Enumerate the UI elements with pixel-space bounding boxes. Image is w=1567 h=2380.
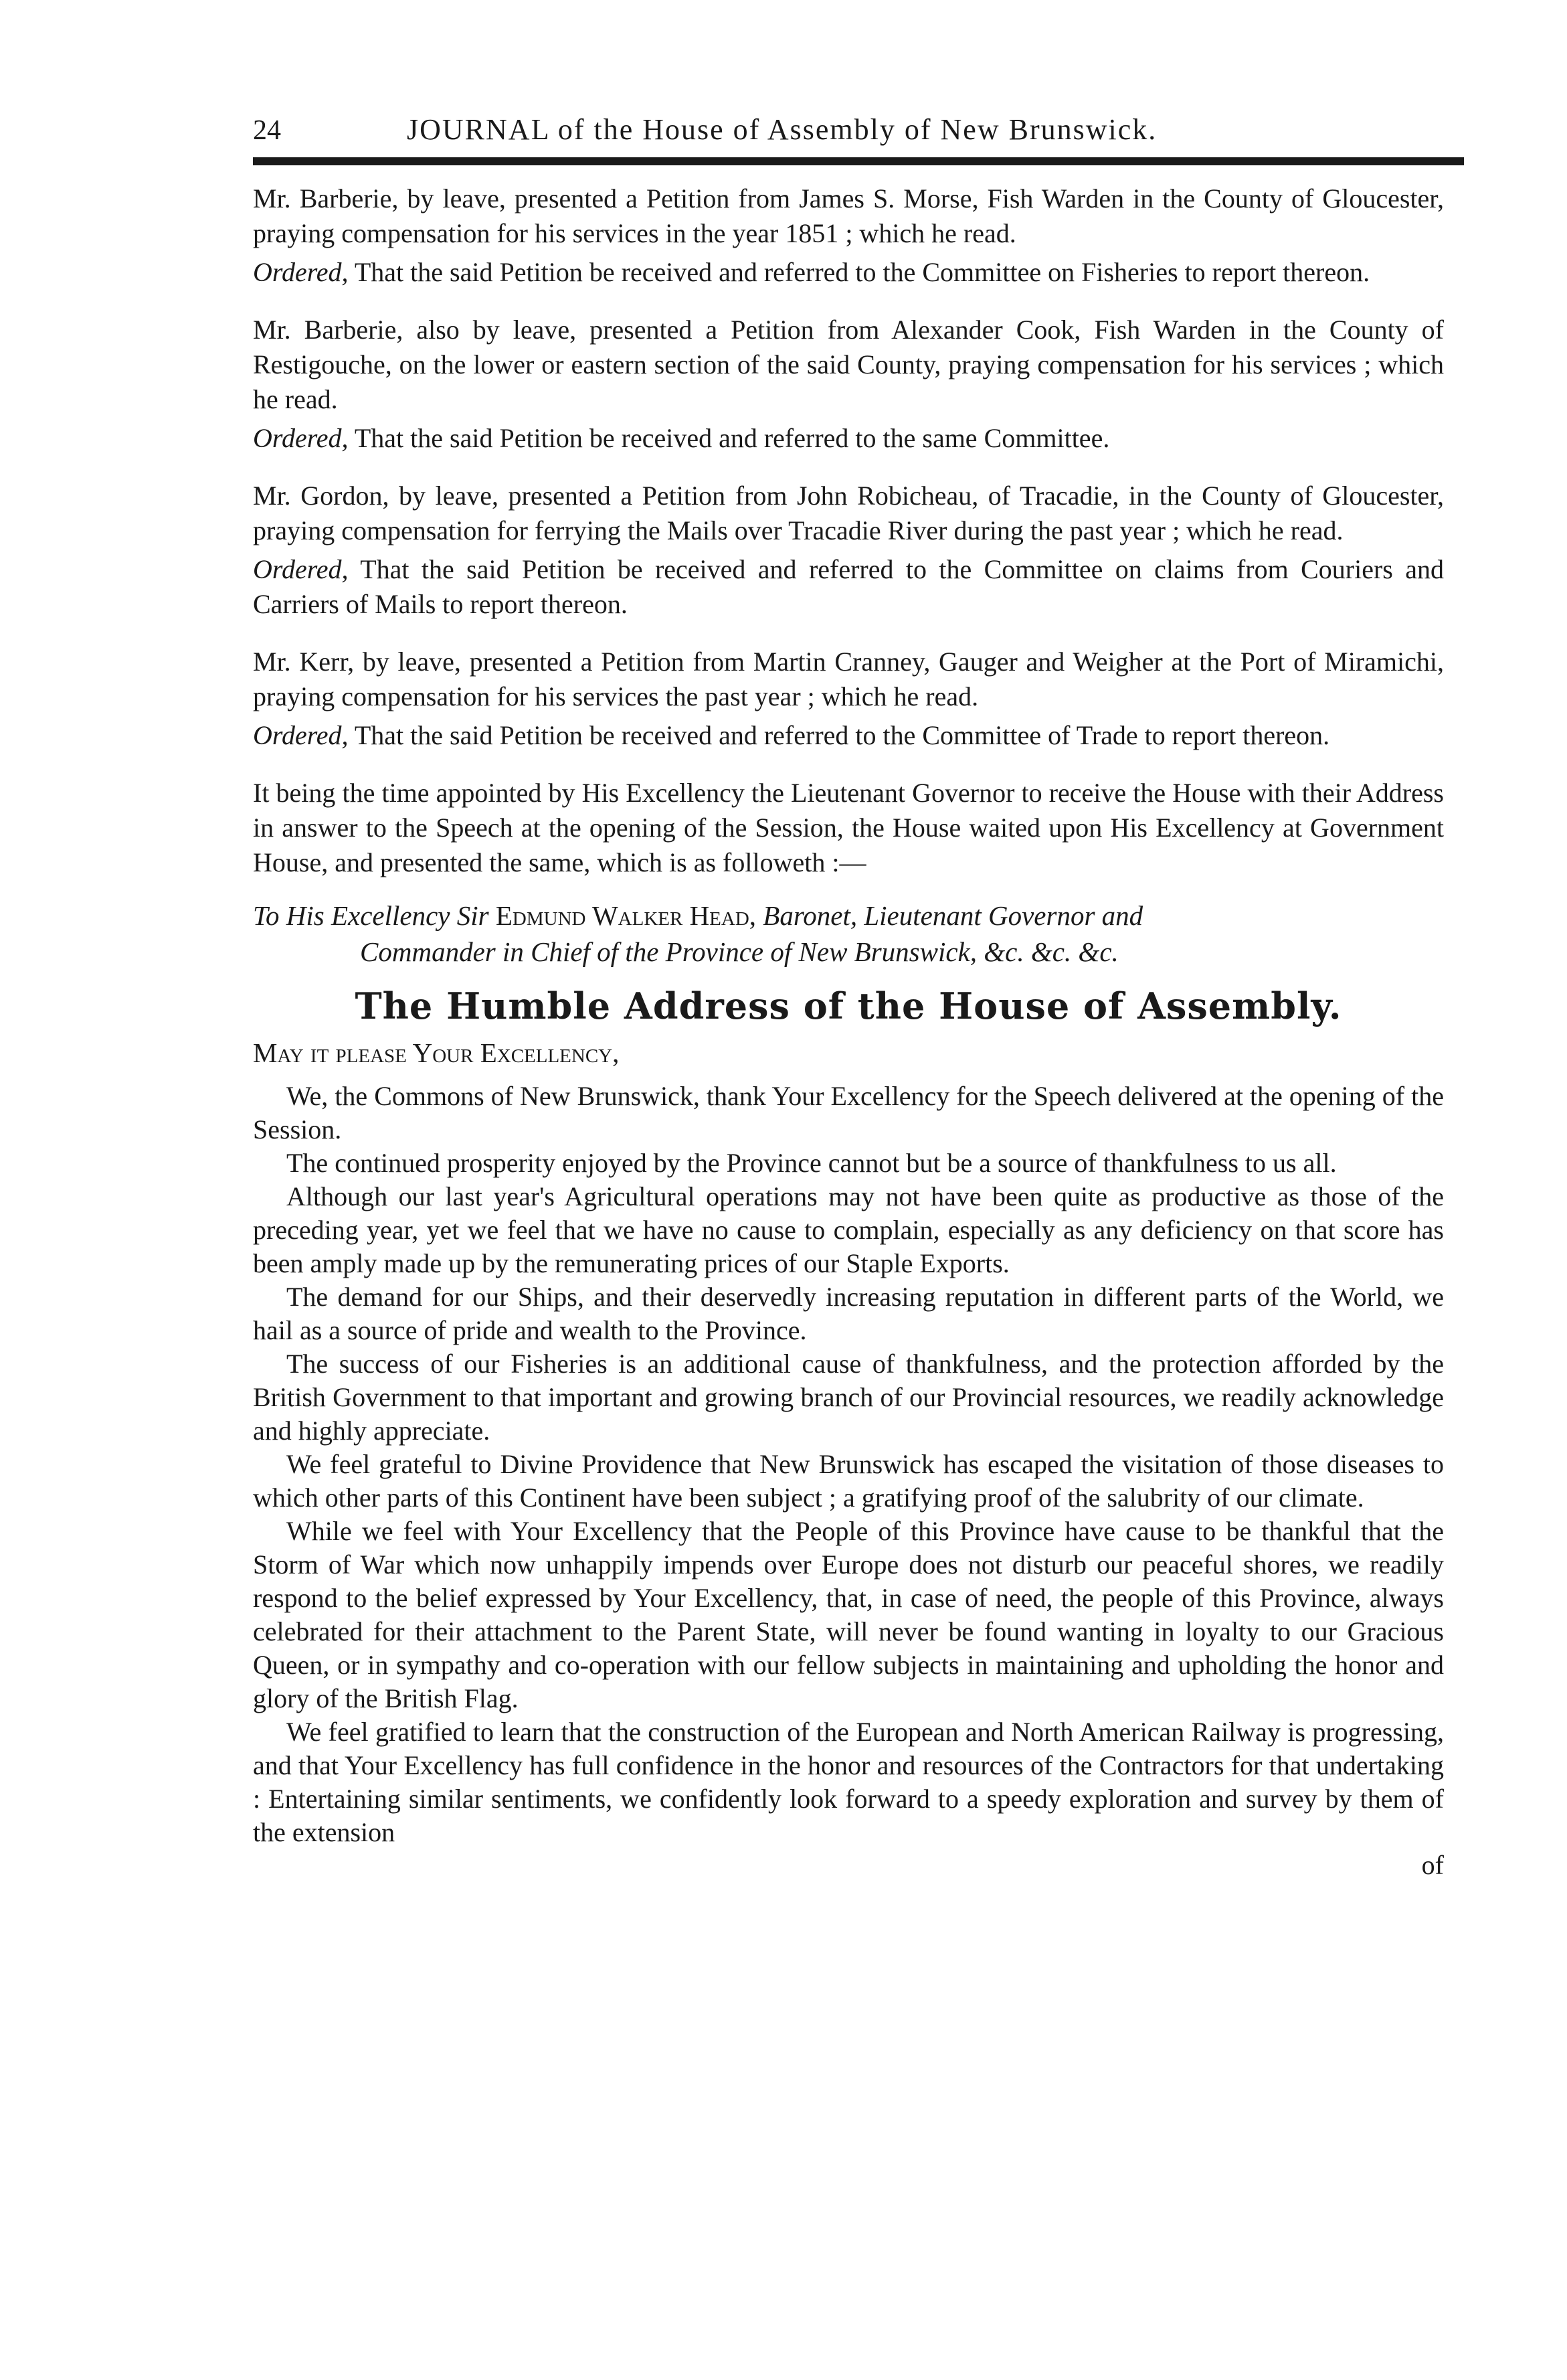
address-body: [253, 1080, 1444, 1849]
address-paragraph: While we feel with Your Excellency that the People of this Province have cause to be thankful that the Storm of War which now unhappily impends over Europe does not disturb our peaceful shores, we readily respond to the belief expressed by Your Excellency, that, in case of need, the people of this Province, always celebrated for their attachment to the Parent State, will never be found wanting in loyalty to our Gracious Queen, or in sympathy and co-operation with our fellow subjects in maintaining and upholding the honor and glory of the British Flag.: [253, 1516, 1444, 1713]
entry-text: Mr. Barberie, by leave, presented a Petition from James S. Morse, Fish Warden in the County of Gloucester, praying compensation for his services in the year 1851 ; which he read.: [253, 183, 1444, 248]
running-title: JOURNAL of the House of Assembly of New Brunswick.: [407, 113, 1158, 146]
address-paragraph: We feel grateful to Divine Providence that New Brunswick has escaped the visitation of those diseases to which other parts of this Continent have been subject ; a gratifying proof of the salubrity of our climate.: [253, 1449, 1444, 1513]
entry-text: Mr. Gordon, by leave, presented a Petition from John Robicheau, of Tracadie, in the County of Gloucester, praying compensation for ferrying the Mails over Tracadie River during the past year ; which he read.: [253, 481, 1444, 545]
address-intro: It being the time appointed by His Excellency the Lieutenant Governor to receive the House with their Address in answer to the Speech at the opening of the Session, the House waited upon His Excellency at Government House, and presented the same, which is as followeth :—: [253, 778, 1444, 877]
entry-order: Ordered, That the said Petition be received and referred to the Committee on claims from Couriers and Carriers of Mails to report thereon.: [253, 554, 1444, 619]
petition-entry: [253, 313, 1444, 456]
address-paragraph: We feel gratified to learn that the construction of the European and North American Railway is progressing, and that Your Excellency has full confidence in the honor and resources of the Contractors for that undertaking : Entertaining similar sentiments, we confidently look forward to a speedy exploration and survey by them of the extension: [253, 1717, 1444, 1847]
address-paragraph: The demand for our Ships, and their deservedly increasing reputation in different parts of the World, we hail as a source of pride and wealth to the Province.: [253, 1282, 1444, 1345]
entry-text: Mr. Barberie, also by leave, presented a Petition from Alexander Cook, Fish Warden in the County of Restigouche, on the lower or eastern section of the said County, praying compensation for his services ; which he read.: [253, 315, 1444, 414]
catchword: of: [1421, 1850, 1444, 1880]
address-paragraph: Although our last year's Agricultural operations may not have been quite as productive as those of the preceding year, yet we feel that we have no cause to complain, especially as any deficiency on that score has been amply made up by the remunerating prices of our Staple Exports.: [253, 1181, 1444, 1278]
entry-order: Ordered, That the said Petition be received and referred to the Committee on Fisheries to report thereon.: [253, 257, 1370, 287]
entry-order: Ordered, That the said Petition be received and referred to the Committee of Trade to report thereon.: [253, 720, 1330, 750]
entry-text: Mr. Kerr, by leave, presented a Petition from Martin Cranney, Gauger and Weigher at the Port of Miramichi, praying compensation for his services the past year ; which he read.: [253, 647, 1444, 711]
page-header: [253, 112, 1433, 147]
entry-order: Ordered, That the said Petition be received and referred to the same Committee.: [253, 423, 1110, 453]
address-paragraph: The continued prosperity enjoyed by the Province cannot but be a source of thankfulness to us all.: [286, 1148, 1337, 1178]
petition-entry: [253, 181, 1444, 290]
petition-entry: [253, 479, 1444, 622]
page-number: 24: [253, 115, 281, 146]
address-heading: The Humble Address of the House of Assembly.: [355, 985, 1342, 1027]
salutation: May it please Your Excellency,: [253, 1037, 620, 1068]
petition-entry: [253, 645, 1444, 753]
address-paragraph: We, the Commons of New Brunswick, thank Your Excellency for the Speech delivered at the opening of the Session.: [253, 1081, 1444, 1144]
address-paragraph: The success of our Fisheries is an additional cause of thankfulness, and the protection afforded by the British Government to that important and growing branch of our Provincial resources, we readily acknowledge and highly appreciate.: [253, 1349, 1444, 1446]
header-rule: [253, 157, 1464, 165]
addressee: To His Excellency Sir Edmund Walker Head, Baronet, Lieutenant Governor and Commander in Chief of the Province of New Brunswick, &c. &c. &c.: [253, 900, 1143, 967]
